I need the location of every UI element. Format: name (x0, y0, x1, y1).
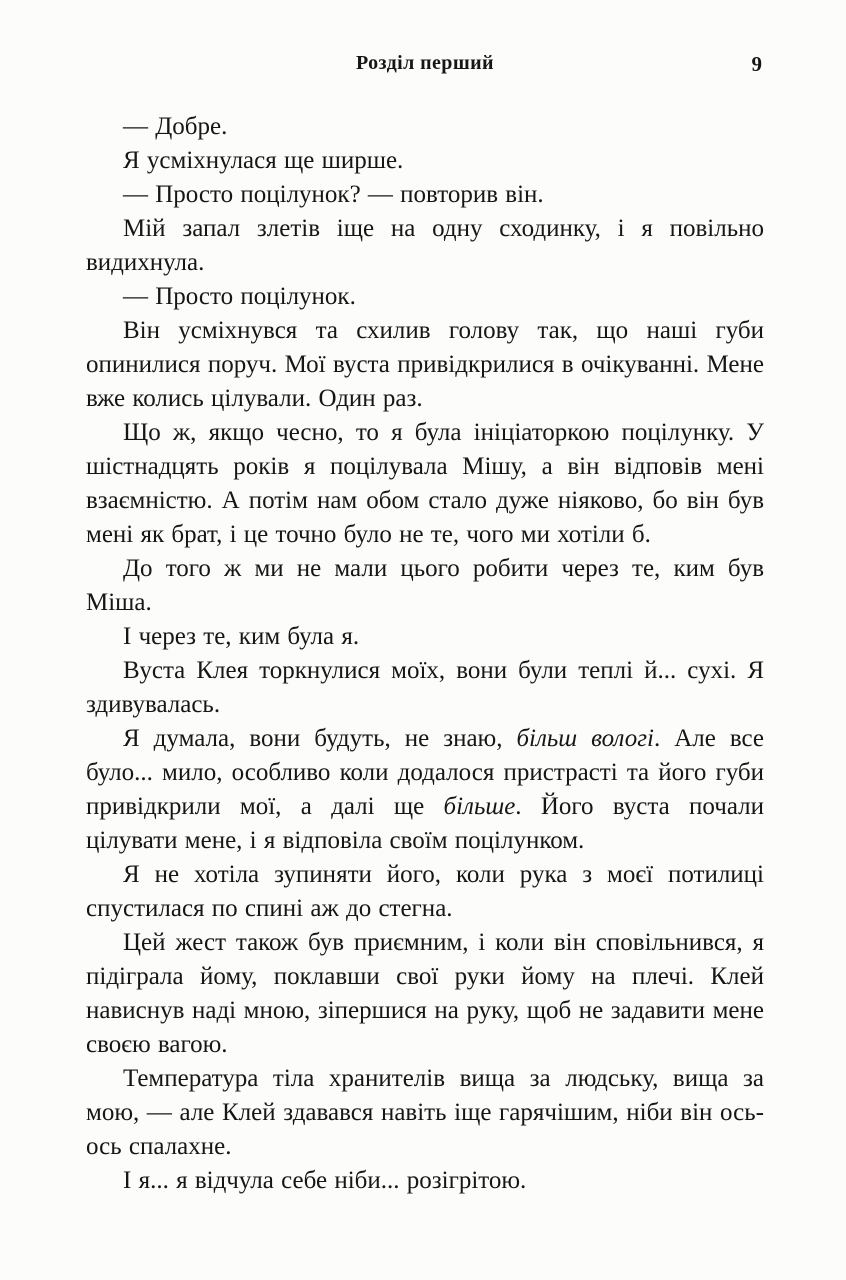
chapter-title: Розділ перший (356, 52, 494, 74)
paragraph: До того ж ми не мали цього робити через те, ким був Міша. (86, 555, 764, 616)
paragraph: Мій запал злетів іще на одну сходинку, і я повільно видихнула. (86, 215, 764, 276)
paragraph: Температура тіла хранителів вища за людську, вища за мою, — але Клей здавався навіть іще гарячішим, ніби він ось-ось спалахне. (86, 1065, 764, 1160)
page-header (86, 52, 764, 80)
body-text (86, 110, 764, 1198)
paragraph-segment: . Його вуста почали цілувати мене, і я відповіла своїм поцілунком. (86, 793, 764, 854)
paragraph-segment-italic: більш вологі (516, 725, 654, 752)
paragraph-segment-italic: більше (443, 793, 516, 820)
paragraph: — Просто поцілунок. (123, 283, 356, 310)
paragraph: І через те, ким була я. (123, 623, 360, 650)
paragraph: — Просто поцілунок? — повторив він. (123, 181, 544, 208)
paragraph: Цей жест також був приємним, і коли він сповільнився, я підіграла йому, поклавши свої руки йому на плечі. Клей нависнув наді мною, зіпершися на руку, щоб не задавити мене своєю вагою. (86, 929, 764, 1058)
paragraph-segment: . Але все було... мило, особливо коли додалося пристрасті та його губи привідкрили мої, а далі ще (86, 725, 764, 820)
paragraph: Що ж, якщо чесно, то я була ініціаторкою поцілунку. У шістнадцять років я поцілувала Мішу, а він відповів мені взаємністю. А потім нам обом стало дуже ніяково, бо він був мені як брат, і це точно було не те, чого ми хотіли б. (86, 419, 764, 548)
page-number: 9 (751, 52, 762, 76)
paragraph-segment: Я думала, вони будуть, не знаю, (123, 725, 517, 752)
paragraph: Вуста Клея торкнулися моїх, вони були теплі й... сухі. Я здивувалась. (86, 657, 764, 718)
paragraph: Він усміхнувся та схилив голову так, що наші губи опинилися поруч. Мої вуста привідкрилися в очікуванні. Мене вже колись цілували. Один раз. (86, 317, 764, 412)
paragraph: І я... я відчула себе ніби... розігрітою. (123, 1167, 527, 1194)
paragraph: Я не хотіла зупиняти його, коли рука з моєї потилиці спустилася по спині аж до стегна. (86, 861, 764, 922)
paragraph (86, 722, 764, 858)
paragraph: — Добре. (123, 113, 228, 140)
paragraph: Я усміхнулася ще ширше. (123, 147, 404, 174)
